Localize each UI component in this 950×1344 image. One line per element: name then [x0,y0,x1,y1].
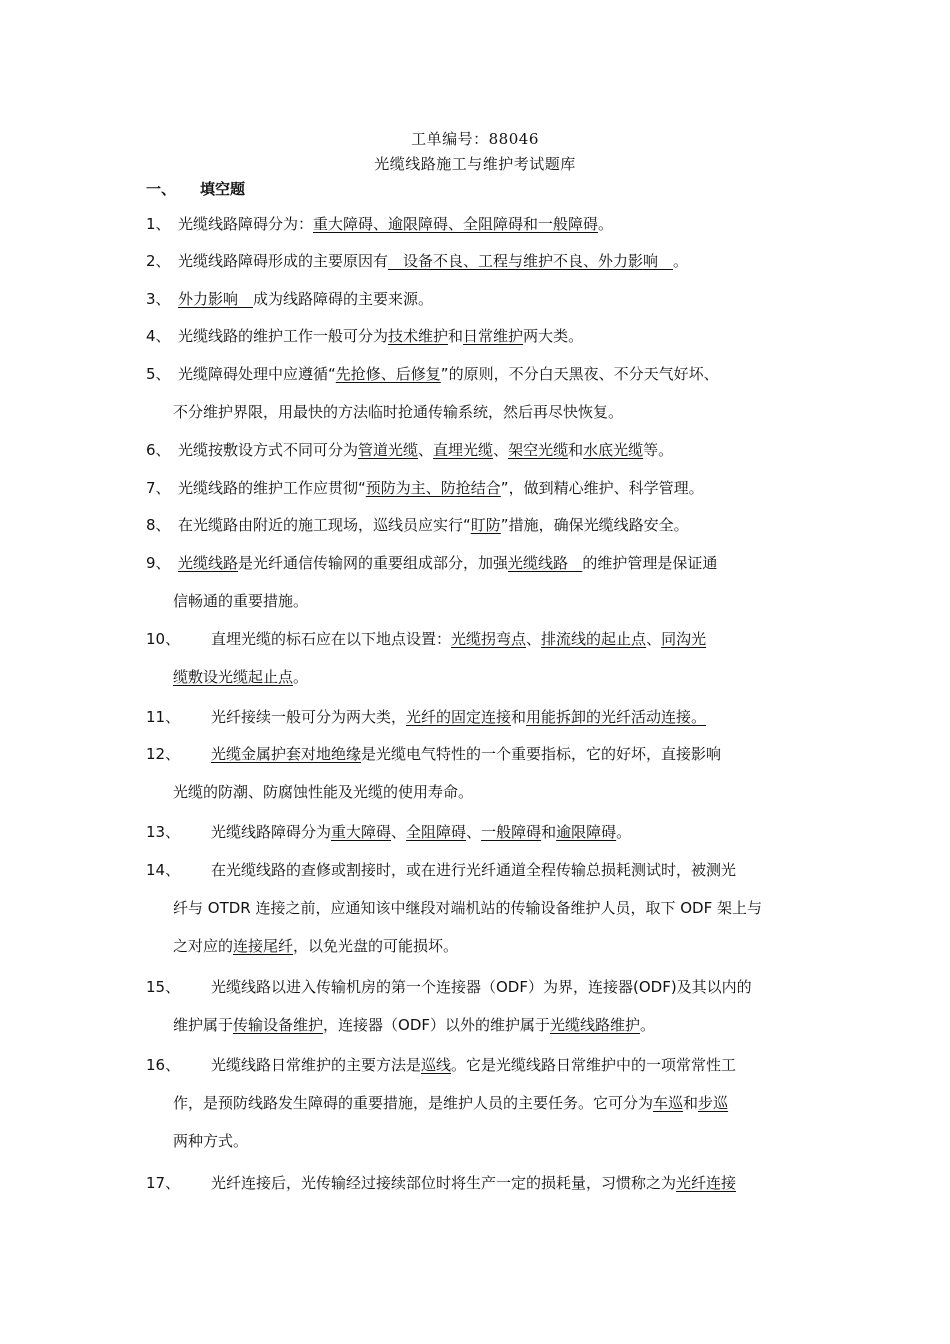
question-number: 9、 [146,554,171,572]
question-text: 。它是光缆线路日常维护中的一项常常性工 [451,1056,737,1074]
question-11 [146,698,814,736]
question-number: 2、 [146,252,171,270]
answer-blank: 重大障碍、逾限障碍、全阻障碍和一般障碍 [313,215,599,233]
answer-blank: 光缆拐弯点 [451,630,527,648]
question-number: 13、 [146,823,181,841]
answer-blank: 逾限障碍 [556,823,617,841]
answer-blank: 连接尾纤 [233,937,294,955]
question-text: 光缆按敷设方式不同可分为 [178,441,359,459]
question-text: ，连接器（ODF）以外的维护属于 [323,1016,551,1034]
question-number: 12、 [146,745,181,763]
answer-blank: 重大障碍 [331,823,392,841]
question-number: 4、 [146,327,171,345]
question-text: 。 [673,252,689,270]
answer-blank: 盯防 [470,516,501,534]
question-text: 两大类。 [523,327,584,345]
question-text: 、 [526,630,542,648]
question-text: 、 [493,441,509,459]
question-text: 光缆的防潮、防腐蚀性能及光缆的使用寿命。 [173,783,474,801]
answer-blank: 巡线 [421,1056,452,1074]
question-text: 、 [646,630,662,648]
answer-blank: 水底光缆 [583,441,644,459]
answer-blank: 直埋光缆 [433,441,494,459]
question-text: 两种方式。 [173,1132,249,1150]
order-number: 工单编号：88046 [411,130,539,148]
question-text: 光缆线路以进入传输机房的第一个连接器（ODF）为界，连接器(ODF)及其以内的 [211,978,752,996]
question-number: 14、 [146,861,181,879]
question-12 [146,735,814,811]
question-text: 维护属于 [173,1016,234,1034]
answer-blank: 设备不良、工程与维护不良、外力影响 [388,252,674,270]
section-heading [146,178,245,199]
answer-blank: 同沟光 [661,630,707,648]
question-text: 光缆线路的维护工作应贯彻“ [178,479,366,497]
question-text: 成为线路障碍的主要来源。 [253,290,434,308]
question-number: 6、 [146,441,171,459]
question-number: 17、 [146,1174,181,1192]
question-text: 光缆线路障碍分为 [211,823,332,841]
question-text: 光缆障碍处理中应遵循“ [178,365,336,383]
question-7 [146,469,814,507]
question-number: 15、 [146,978,181,996]
question-text: 之对应的 [173,937,234,955]
answer-blank: 一般障碍 [481,823,542,841]
question-text: 等。 [643,441,674,459]
section-title: 填空题 [200,180,246,198]
answer-blank: 技术维护 [388,327,449,345]
answer-blank: 光纤连接 [676,1174,737,1192]
question-3 [146,280,814,318]
question-text: 的维护管理是保证通 [582,554,718,572]
question-text: 和 [568,441,584,459]
question-6 [146,431,814,469]
question-text: 。 [293,668,309,686]
question-text: 在光缆路由附近的施工现场，巡线员应实行“ [178,516,471,534]
question-number: 8、 [146,516,171,534]
question-text: ”，做到精心维护、科学管理。 [500,479,704,497]
section-number: 一、 [146,180,177,198]
question-text: 、 [391,823,407,841]
question-number: 11、 [146,708,181,726]
answer-blank: 日常维护 [463,327,524,345]
question-text: 是光纤通信传输网的重要组成部分，加强 [238,554,509,572]
question-number: 3、 [146,290,171,308]
question-5 [146,355,814,431]
question-text: 、 [466,823,482,841]
answer-blank: 光纤的固定连接 [406,708,512,726]
question-9 [146,544,814,620]
answer-blank: 排流线的起止点 [541,630,647,648]
question-text: ”措施，确保光缆线路安全。 [500,516,689,534]
answer-blank: 外力影响 [178,290,254,308]
question-text: 作，是预防线路发生障碍的重要措施，是维护人员的主要任务。它可分为 [173,1094,654,1112]
question-text: 不分维护界限，用最快的方法临时抢通传输系统，然后再尽快恢复。 [173,403,624,421]
question-17 [146,1164,814,1202]
question-text: 光缆线路障碍形成的主要原因有 [178,252,389,270]
question-text: 和 [448,327,464,345]
question-number: 7、 [146,479,171,497]
question-number: 5、 [146,365,171,383]
question-text: 。 [640,1016,656,1034]
answer-blank: 预防为主、防抢结合 [365,479,501,497]
question-number: 10、 [146,630,181,648]
question-text: ”的原则，不分白天黑夜、不分天气好坏、 [440,365,719,383]
question-text: 和 [683,1094,699,1112]
question-text: 光缆线路的维护工作一般可分为 [178,327,389,345]
question-1 [146,205,814,243]
question-text: 。 [616,823,632,841]
question-text: 和 [541,823,557,841]
answer-blank: 传输设备维护 [233,1016,324,1034]
question-14 [146,851,814,965]
answer-blank: 缆敷设光缆起止点 [173,668,294,686]
question-16 [146,1046,814,1160]
question-text: 纤与 OTDR 连接之前，应通知该中继段对端机站的传输设备维护人员，取下 ODF 架上与 [173,899,763,917]
question-number: 16、 [146,1056,181,1074]
question-13 [146,813,814,851]
answer-blank: 全阻障碍 [406,823,467,841]
question-text: 、 [418,441,434,459]
answer-blank: 光缆线路 [508,554,569,572]
answer-blank: 光缆线路 [178,554,239,572]
question-text: ，以免光盘的可能损坏。 [293,937,459,955]
answer-blank: 光缆线路维护 [550,1016,641,1034]
question-2 [146,242,814,280]
answer-blank: 先抢修、后修复 [335,365,441,383]
page-title: 光缆线路施工与维护考试题库 [374,155,576,173]
question-text: 信畅通的重要措施。 [173,592,309,610]
question-number: 1、 [146,215,171,233]
question-text: 光缆线路障碍分为： [178,215,314,233]
question-15 [146,968,814,1044]
answer-blank: 管道光缆 [358,441,419,459]
question-text: 。 [598,215,614,233]
question-4 [146,317,814,355]
answer-blank: 光缆金属护套对地绝缘 [211,745,362,763]
answer-blank: 车巡 [653,1094,684,1112]
question-text: 光纤连接后，光传输经过接续部位时将生产一定的损耗量，习惯称之为 [211,1174,677,1192]
question-text: 是光缆电气特性的一个重要指标，它的好坏，直接影响 [361,745,722,763]
question-text: 光纤接续一般可分为两大类， [211,708,407,726]
answer-blank: 架空光缆 [508,441,569,459]
answer-blank: 步巡 [698,1094,729,1112]
question-text: 直埋光缆的标石应在以下地点设置： [211,630,452,648]
answer-blank: 用能拆卸的光纤活动连接。 [526,708,707,726]
question-text: 在光缆线路的查修或割接时，或在进行光纤通道全程传输总损耗测试时，被测光 [211,861,737,879]
question-10 [146,620,814,696]
question-text: 和 [511,708,527,726]
question-text: 光缆线路日常维护的主要方法是 [211,1056,422,1074]
question-8 [146,506,814,544]
